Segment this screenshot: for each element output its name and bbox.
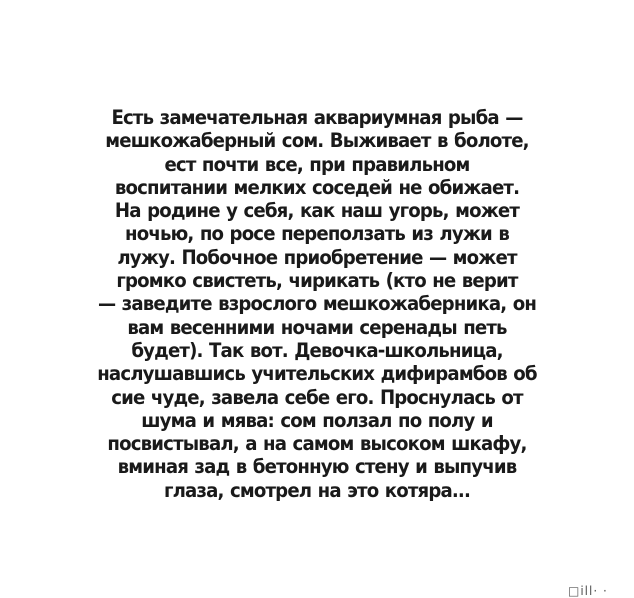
story-text-block	[28, 106, 606, 502]
text-line: На родине у себя, как наш угорь, может	[114, 199, 520, 223]
text-line: — заведите взрослого мешкожаберника, он	[97, 292, 537, 316]
text-line: вминая зад в бетонную стену и выпучив	[117, 455, 517, 479]
text-line: вам весенними ночами серенады петь	[127, 315, 507, 339]
text-line: лужу. Побочное приобретение — может	[117, 245, 517, 269]
text-line: громко свистеть, чирикать (кто не верит	[116, 269, 518, 293]
text-line: глаза, смотрел на это котяра...	[163, 478, 471, 502]
text-line: ночью, по росе переползать из лужи в	[125, 222, 509, 246]
text-line: воспитании мелких соседей не обижает.	[114, 175, 520, 199]
text-line: Есть замечательная аквариумная рыба —	[111, 106, 523, 129]
text-line: наслушавшись учительских дифирамбов об	[97, 362, 537, 386]
text-line: будет). Так вот. Девочка-школьница,	[131, 338, 503, 362]
text-line: шума и мява: сом ползал по полу и	[141, 408, 493, 432]
text-line: ест почти все, при правильном	[164, 152, 470, 176]
text-line: посвистывал, а на самом высоком шкафу,	[107, 432, 527, 456]
text-line: мешкожаберный сом. Выживает в болоте,	[105, 129, 529, 153]
text-line: сие чуде, завела себе его. Проснулась от	[111, 385, 523, 409]
watermark: □ill· ·	[568, 584, 608, 598]
